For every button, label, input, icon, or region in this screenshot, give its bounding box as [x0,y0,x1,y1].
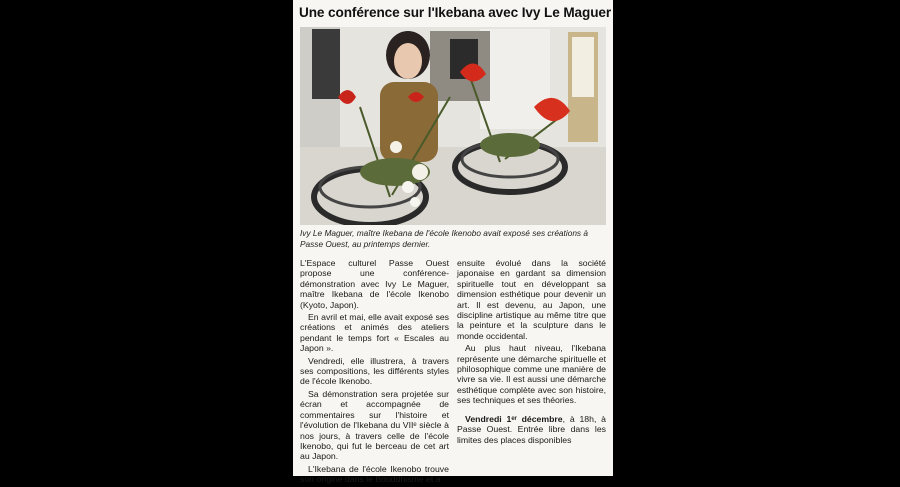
article-photo [300,27,606,225]
paragraph: ensuite évolué dans la société japonaise en gardant sa dimension spirituelle tout en développant sa dimension esthétique pour devenir un art. Il est devenu, au Japon, une discipline artistique au même titre que la peinture et la sculpture dans le monde occidental. [457,258,606,341]
paragraph: Vendredi, elle illustrera, à travers ses compositions, les différents styles de l'école Ikenobo. [300,355,449,387]
paragraph: Sa démonstration sera projetée sur écran et accompagnée de commentaires sur l'histoire et l'évolution de l'Ikebana du VIIᵉ siècle à nos jours, à travers celle de l'école Ikenobo, qui fut le berceau de cet art au Japon. [300,388,449,462]
article-column-1 [300,258,449,487]
paragraph: En avril et mai, elle avait exposé ses créations et animés des ateliers pendant le temps fort « Escales au Japon ». [300,312,449,354]
photo-caption: Ivy Le Maguer, maître Ikebana de l'école Ikenobo avait exposé ses créations à Passe Ouest, au printemps dernier. [300,228,588,249]
article-title: Une conférence sur l'Ikebana avec Ivy Le Maguer [299,5,612,20]
article-column-2 [457,258,606,447]
paragraph: L'Ikebana de l'école Ikenobo trouve son origine dans le Bouddhisme et a [300,463,449,485]
paragraph: L'Espace culturel Passe Ouest propose une conférence-démonstration avec Ivy Le Maguer, maître Ikebana de l'école Ikenobo (Kyoto, Japon). [300,258,449,310]
event-details: , à 18h, à Passe Ouest. Entrée libre dans les limites des places disponibles [457,413,606,445]
event-info [457,414,606,445]
event-date: Vendredi 1ᵉʳ décembre [465,413,563,424]
paragraph: Au plus haut niveau, l'Ikebana représente une démarche spirituelle et philosophique comme une manière de vivre sa vie. Il est aussi une démarche esthétique complète avec son histoire, ses techniques et ses théories. [457,343,606,406]
newspaper-clipping [293,0,613,485]
